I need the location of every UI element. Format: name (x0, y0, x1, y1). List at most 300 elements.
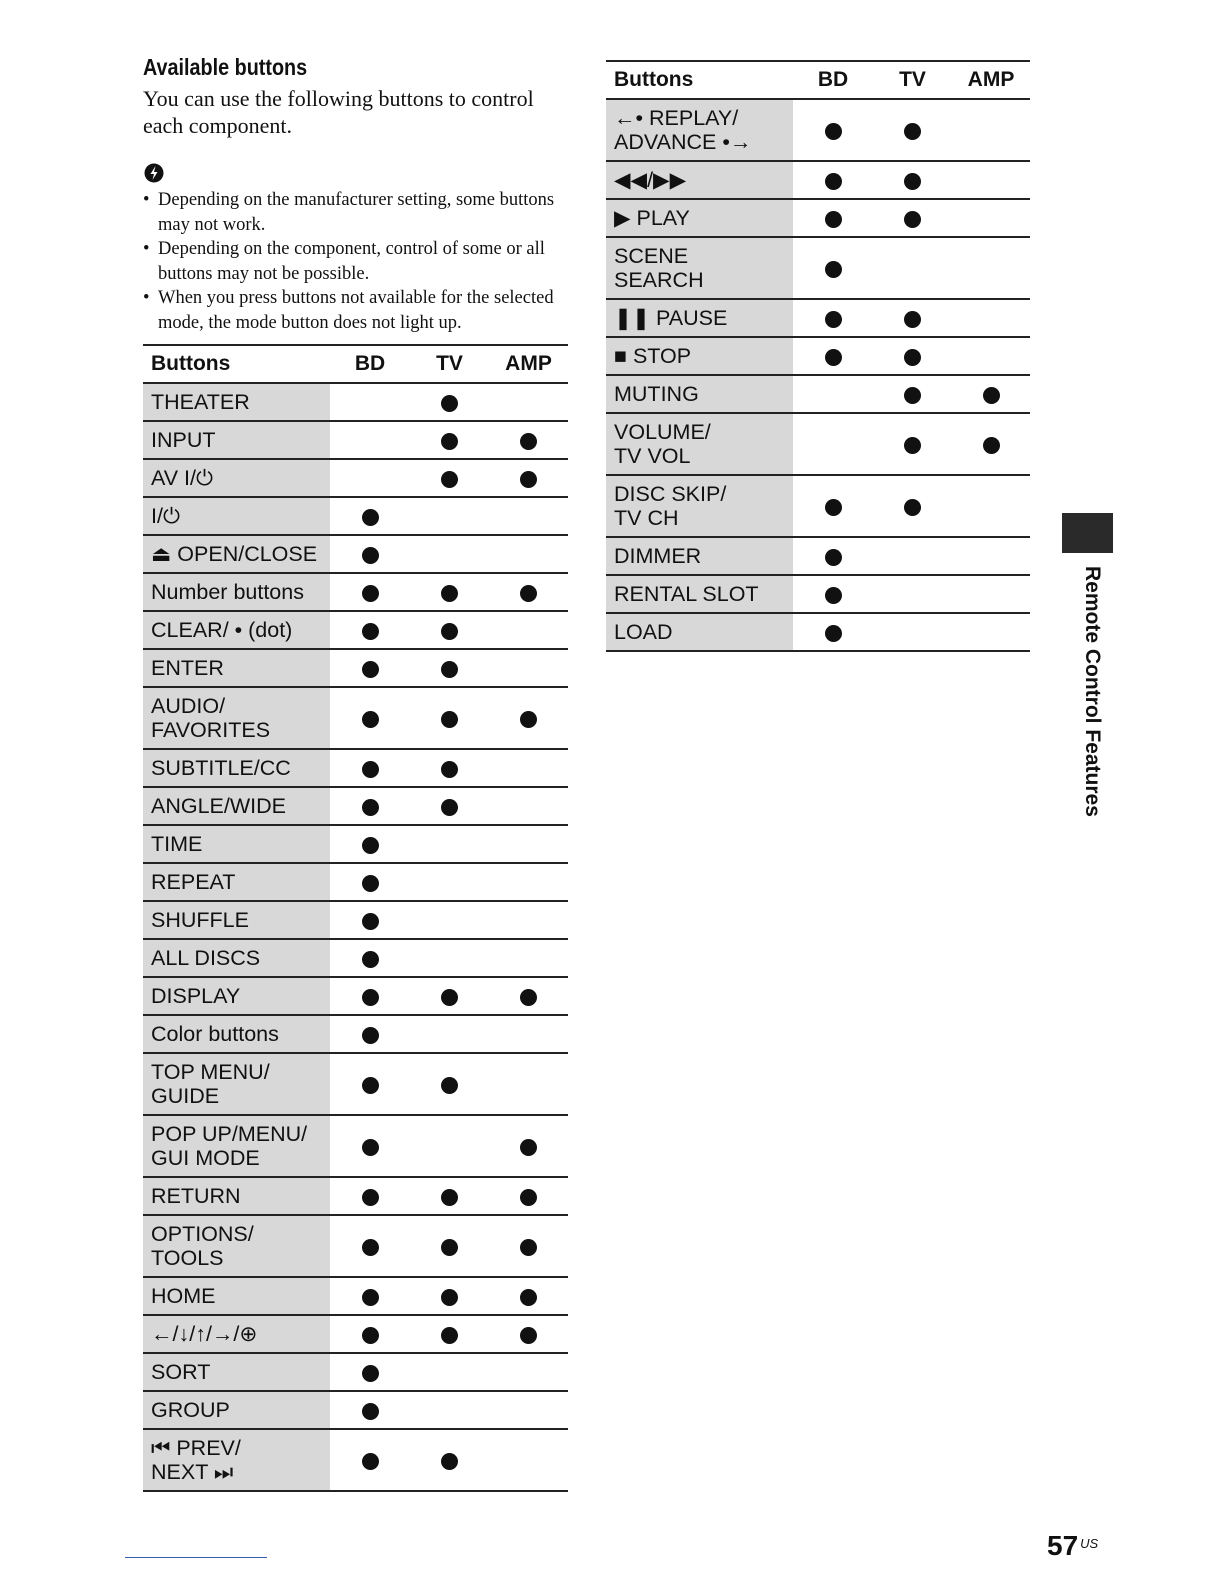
table-row (143, 1315, 568, 1353)
mark-cell-tv (410, 1353, 489, 1391)
button-name: HOME (151, 1284, 216, 1308)
mark-cell-bd (330, 1215, 410, 1277)
available-dot-icon (362, 799, 379, 816)
mark-cell-tv (410, 1215, 489, 1277)
button-name-cell (606, 475, 793, 537)
button-name-cell (143, 383, 330, 421)
button-name-cell (606, 299, 793, 337)
mark-cell-bd (330, 901, 410, 939)
available-dot-icon (362, 547, 379, 564)
mark-cell-bd (793, 99, 873, 161)
mark-cell-amp (489, 1277, 568, 1315)
button-name-cell (143, 1115, 330, 1177)
button-name-cell (606, 161, 793, 199)
table-row (143, 1177, 568, 1215)
mark-cell-bd (793, 299, 873, 337)
mark-cell-amp (489, 383, 568, 421)
button-name: VOLUME/ TV VOL (614, 420, 711, 468)
available-dot-icon (441, 1327, 458, 1344)
available-dot-icon (520, 471, 537, 488)
button-name: ANGLE/WIDE (151, 794, 286, 818)
table-row (143, 611, 568, 649)
available-dot-icon (362, 711, 379, 728)
button-name: SORT (151, 1360, 211, 1384)
button-name: AUDIO/ FAVORITES (151, 694, 271, 742)
mark-cell-tv (873, 413, 952, 475)
button-name-cell (143, 825, 330, 863)
button-name: TOP MENU/ GUIDE (151, 1060, 270, 1108)
mark-cell-tv (873, 375, 952, 413)
available-dot-icon (520, 1327, 537, 1344)
mark-cell-tv (873, 537, 952, 575)
button-name-cell (143, 573, 330, 611)
button-name-cell (143, 939, 330, 977)
button-name-cell (143, 787, 330, 825)
button-name: LOAD (614, 620, 673, 644)
mark-cell-bd (330, 611, 410, 649)
mark-cell-bd (330, 1429, 410, 1491)
button-name-cell (143, 1015, 330, 1053)
table-row (606, 537, 1030, 575)
available-dot-icon (825, 123, 842, 140)
button-name: RENTAL SLOT (614, 582, 759, 606)
available-dot-icon (441, 471, 458, 488)
button-name: ■ STOP (614, 344, 692, 368)
table-header-row (143, 345, 568, 383)
mark-cell-tv (410, 535, 489, 573)
mark-cell-bd (793, 337, 873, 375)
mark-cell-amp (952, 375, 1030, 413)
available-dot-icon (362, 837, 379, 854)
table-row (143, 863, 568, 901)
mark-cell-amp (489, 611, 568, 649)
available-dot-icon (362, 989, 379, 1006)
table-row (143, 1353, 568, 1391)
mark-cell-bd (330, 573, 410, 611)
mark-cell-tv (410, 1315, 489, 1353)
mark-cell-tv (410, 1429, 489, 1491)
available-dot-icon (441, 433, 458, 450)
available-dot-icon (362, 1327, 379, 1344)
available-dot-icon (825, 549, 842, 566)
button-name-cell (606, 537, 793, 575)
button-name: I/⏻ (151, 504, 180, 528)
button-name-cell (606, 99, 793, 161)
button-name: CLEAR/ • (dot) (151, 618, 293, 642)
mark-cell-tv (410, 977, 489, 1015)
table-row (143, 1391, 568, 1429)
table-row (606, 475, 1030, 537)
button-name: DIMMER (614, 544, 702, 568)
table-row (606, 375, 1030, 413)
button-name: ←/↓/↑/→/⊕ (151, 1322, 258, 1346)
mark-cell-bd (330, 687, 410, 749)
available-dot-icon (362, 1365, 379, 1382)
available-dot-icon (441, 799, 458, 816)
table-row (143, 687, 568, 749)
available-dot-icon (441, 585, 458, 602)
mark-cell-amp (489, 1315, 568, 1353)
available-dot-icon (441, 1239, 458, 1256)
mark-cell-tv (410, 1177, 489, 1215)
page-number-suffix: US (1080, 1536, 1099, 1551)
available-dot-icon (825, 625, 842, 642)
available-dot-icon (441, 1289, 458, 1306)
note-item: • Depending on the manufacturer setting, some buttons may not work. (143, 188, 573, 237)
available-dot-icon (520, 1289, 537, 1306)
note-item: • When you press buttons not available for the selected mode, the mode button does not light up. (143, 286, 573, 335)
available-dot-icon (520, 711, 537, 728)
mark-cell-amp (489, 459, 568, 497)
button-name-cell (143, 1177, 330, 1215)
button-name-cell (143, 459, 330, 497)
button-name-cell (143, 1215, 330, 1277)
button-name-cell (143, 611, 330, 649)
mark-cell-bd (330, 1053, 410, 1115)
right-buttons-table (606, 60, 1030, 652)
mark-cell-tv (410, 573, 489, 611)
available-dot-icon (825, 211, 842, 228)
mark-cell-bd (330, 497, 410, 535)
available-dot-icon (441, 661, 458, 678)
mark-cell-amp (952, 537, 1030, 575)
available-dot-icon (362, 951, 379, 968)
table-header-row (606, 61, 1030, 99)
mark-cell-bd (793, 413, 873, 475)
mark-cell-amp (489, 1053, 568, 1115)
table-row (143, 901, 568, 939)
table-row (606, 299, 1030, 337)
section-heading: Available buttons (143, 54, 308, 80)
section-tab-marker (1062, 513, 1113, 553)
mark-cell-bd (330, 1353, 410, 1391)
mark-cell-amp (489, 901, 568, 939)
available-dot-icon (520, 989, 537, 1006)
available-dot-icon (362, 1453, 379, 1470)
button-name-cell (143, 497, 330, 535)
available-dot-icon (825, 499, 842, 516)
available-dot-icon (441, 1453, 458, 1470)
mark-cell-amp (489, 977, 568, 1015)
mark-cell-bd (793, 475, 873, 537)
mark-cell-amp (489, 649, 568, 687)
button-name: GROUP (151, 1398, 230, 1422)
button-name-cell (606, 199, 793, 237)
button-name-cell (606, 237, 793, 299)
table-row (143, 787, 568, 825)
page-number-value: 57 (1047, 1530, 1079, 1561)
table-row (143, 497, 568, 535)
table-row (606, 237, 1030, 299)
mark-cell-amp (489, 1391, 568, 1429)
available-dot-icon (825, 311, 842, 328)
mark-cell-tv (873, 199, 952, 237)
button-name-cell (143, 749, 330, 787)
available-dot-icon (441, 1189, 458, 1206)
table-row (143, 459, 568, 497)
mark-cell-bd (330, 825, 410, 863)
mark-cell-bd (330, 421, 410, 459)
mark-cell-amp (952, 161, 1030, 199)
mark-cell-amp (489, 497, 568, 535)
available-dot-icon (362, 623, 379, 640)
available-dot-icon (362, 875, 379, 892)
table-row (143, 977, 568, 1015)
table-row (143, 573, 568, 611)
available-dot-icon (362, 913, 379, 930)
mark-cell-amp (489, 1115, 568, 1177)
mark-cell-tv (873, 337, 952, 375)
available-dot-icon (362, 1403, 379, 1420)
available-dot-icon (520, 585, 537, 602)
mark-cell-bd (330, 749, 410, 787)
mark-cell-tv (410, 383, 489, 421)
side-section-label: Remote Control Features (1081, 566, 1104, 817)
left-buttons-table (143, 344, 568, 1492)
button-name: REPEAT (151, 870, 236, 894)
available-dot-icon (441, 1077, 458, 1094)
mark-cell-tv (873, 299, 952, 337)
table-row (606, 337, 1030, 375)
mark-cell-tv (410, 1277, 489, 1315)
mark-cell-bd (330, 535, 410, 573)
table-row (143, 1429, 568, 1491)
available-dot-icon (362, 761, 379, 778)
available-dot-icon (441, 711, 458, 728)
available-dot-icon (904, 387, 921, 404)
mark-cell-amp (489, 1353, 568, 1391)
table-row (143, 1115, 568, 1177)
button-name-cell (143, 977, 330, 1015)
button-name: ⏏ OPEN/CLOSE (151, 542, 318, 566)
available-dot-icon (362, 661, 379, 678)
mark-cell-bd (793, 199, 873, 237)
mark-cell-amp (952, 613, 1030, 651)
button-name-cell (143, 535, 330, 573)
mark-cell-tv (410, 611, 489, 649)
button-name-cell (143, 863, 330, 901)
button-name-cell (606, 575, 793, 613)
mark-cell-amp (489, 535, 568, 573)
available-dot-icon (362, 1077, 379, 1094)
button-name: ALL DISCS (151, 946, 261, 970)
button-name: ⏮ PREV/ NEXT ⏭ (151, 1436, 241, 1484)
available-dot-icon (904, 349, 921, 366)
table-row (606, 613, 1030, 651)
available-dot-icon (825, 587, 842, 604)
mark-cell-amp (952, 99, 1030, 161)
table-row (143, 649, 568, 687)
mark-cell-amp (952, 299, 1030, 337)
mark-cell-tv (873, 237, 952, 299)
button-name-cell (143, 1277, 330, 1315)
mark-cell-bd (793, 537, 873, 575)
header-bd: BD (793, 61, 873, 99)
table-row (143, 749, 568, 787)
button-name: ❚❚ PAUSE (614, 306, 728, 330)
button-name: Color buttons (151, 1022, 279, 1046)
mark-cell-amp (952, 575, 1030, 613)
button-name: ENTER (151, 656, 224, 680)
table-row (606, 199, 1030, 237)
button-name: AV I/⏻ (151, 466, 214, 490)
intro-text: You can use the following buttons to control each component. (143, 86, 534, 138)
mark-cell-tv (410, 939, 489, 977)
available-dot-icon (825, 173, 842, 190)
button-name-cell (606, 375, 793, 413)
button-name: ◀◀/▶▶ (614, 168, 687, 192)
mark-cell-tv (410, 787, 489, 825)
mark-cell-amp (489, 1177, 568, 1215)
mark-cell-amp (489, 749, 568, 787)
header-bd: BD (330, 345, 410, 383)
available-dot-icon (441, 761, 458, 778)
table-row (606, 575, 1030, 613)
table-row (143, 421, 568, 459)
mark-cell-amp (489, 1015, 568, 1053)
button-name-cell (606, 337, 793, 375)
available-dot-icon (904, 499, 921, 516)
mark-cell-tv (410, 1391, 489, 1429)
mark-cell-tv (410, 901, 489, 939)
button-name: DISC SKIP/ TV CH (614, 482, 727, 530)
mark-cell-amp (952, 337, 1030, 375)
mark-cell-tv (410, 687, 489, 749)
header-buttons: Buttons (606, 61, 793, 99)
header-tv: TV (873, 61, 952, 99)
button-name: TIME (151, 832, 203, 856)
button-name: RETURN (151, 1184, 241, 1208)
mark-cell-amp (952, 475, 1030, 537)
mark-cell-bd (330, 459, 410, 497)
button-name-cell (606, 413, 793, 475)
available-dot-icon (362, 1027, 379, 1044)
mark-cell-bd (330, 1177, 410, 1215)
header-amp: AMP (489, 345, 568, 383)
button-name: ▶ PLAY (614, 206, 690, 230)
mark-cell-tv (873, 575, 952, 613)
mark-cell-bd (793, 375, 873, 413)
available-dot-icon (825, 349, 842, 366)
button-name: POP UP/MENU/ GUI MODE (151, 1122, 308, 1170)
button-name: MUTING (614, 382, 699, 406)
table-row (143, 1215, 568, 1277)
page-number (1047, 1530, 1098, 1562)
hint-icon (143, 162, 165, 184)
mark-cell-amp (952, 237, 1030, 299)
mark-cell-amp (489, 687, 568, 749)
button-name-cell (143, 1315, 330, 1353)
footer-rule (125, 1557, 267, 1558)
available-dot-icon (983, 387, 1000, 404)
mark-cell-amp (489, 573, 568, 611)
available-dot-icon (362, 1139, 379, 1156)
available-dot-icon (362, 1289, 379, 1306)
button-name: DISPLAY (151, 984, 241, 1008)
table-row (606, 413, 1030, 475)
table-row (143, 383, 568, 421)
mark-cell-amp (489, 939, 568, 977)
available-dot-icon (904, 173, 921, 190)
mark-cell-tv (410, 1053, 489, 1115)
mark-cell-bd (330, 863, 410, 901)
mark-cell-tv (410, 825, 489, 863)
mark-cell-bd (330, 787, 410, 825)
button-name: THEATER (151, 390, 250, 414)
mark-cell-bd (793, 237, 873, 299)
mark-cell-tv (410, 497, 489, 535)
available-dot-icon (825, 261, 842, 278)
mark-cell-bd (330, 1277, 410, 1315)
table-row (143, 1277, 568, 1315)
mark-cell-bd (330, 1015, 410, 1053)
mark-cell-amp (489, 787, 568, 825)
mark-cell-amp (489, 863, 568, 901)
header-buttons: Buttons (143, 345, 330, 383)
mark-cell-tv (410, 421, 489, 459)
button-name: OPTIONS/ TOOLS (151, 1222, 254, 1270)
mark-cell-amp (489, 825, 568, 863)
table-row (606, 161, 1030, 199)
mark-cell-bd (793, 575, 873, 613)
button-name-cell (143, 1429, 330, 1491)
mark-cell-tv (410, 649, 489, 687)
button-name: INPUT (151, 428, 216, 452)
mark-cell-bd (330, 649, 410, 687)
button-name-cell (143, 1353, 330, 1391)
mark-cell-bd (330, 383, 410, 421)
mark-cell-tv (410, 1115, 489, 1177)
mark-cell-amp (952, 413, 1030, 475)
button-name-cell (143, 687, 330, 749)
button-name: SUBTITLE/CC (151, 756, 291, 780)
mark-cell-bd (330, 939, 410, 977)
mark-cell-amp (489, 1215, 568, 1277)
button-name-cell (143, 901, 330, 939)
mark-cell-bd (330, 1315, 410, 1353)
available-dot-icon (362, 1239, 379, 1256)
mark-cell-amp (489, 1429, 568, 1491)
mark-cell-bd (330, 1115, 410, 1177)
mark-cell-tv (410, 749, 489, 787)
button-name: SHUFFLE (151, 908, 249, 932)
mark-cell-tv (873, 99, 952, 161)
table-row (143, 825, 568, 863)
available-dot-icon (362, 585, 379, 602)
available-dot-icon (362, 509, 379, 526)
table-row (143, 1015, 568, 1053)
button-name-cell (606, 613, 793, 651)
mark-cell-tv (410, 863, 489, 901)
table-row (143, 939, 568, 977)
available-dot-icon (441, 989, 458, 1006)
note-item: • Depending on the component, control of some or all buttons may not be possible. (143, 237, 573, 286)
mark-cell-amp (489, 421, 568, 459)
available-dot-icon (441, 623, 458, 640)
mark-cell-bd (330, 1391, 410, 1429)
table-row (606, 99, 1030, 161)
button-name-cell (143, 1053, 330, 1115)
mark-cell-tv (873, 613, 952, 651)
available-dot-icon (904, 211, 921, 228)
mark-cell-tv (410, 459, 489, 497)
button-name-cell (143, 649, 330, 687)
mark-cell-bd (793, 613, 873, 651)
button-name: Number buttons (151, 580, 304, 604)
available-dot-icon (520, 1239, 537, 1256)
header-tv: TV (410, 345, 489, 383)
table-row (143, 535, 568, 573)
